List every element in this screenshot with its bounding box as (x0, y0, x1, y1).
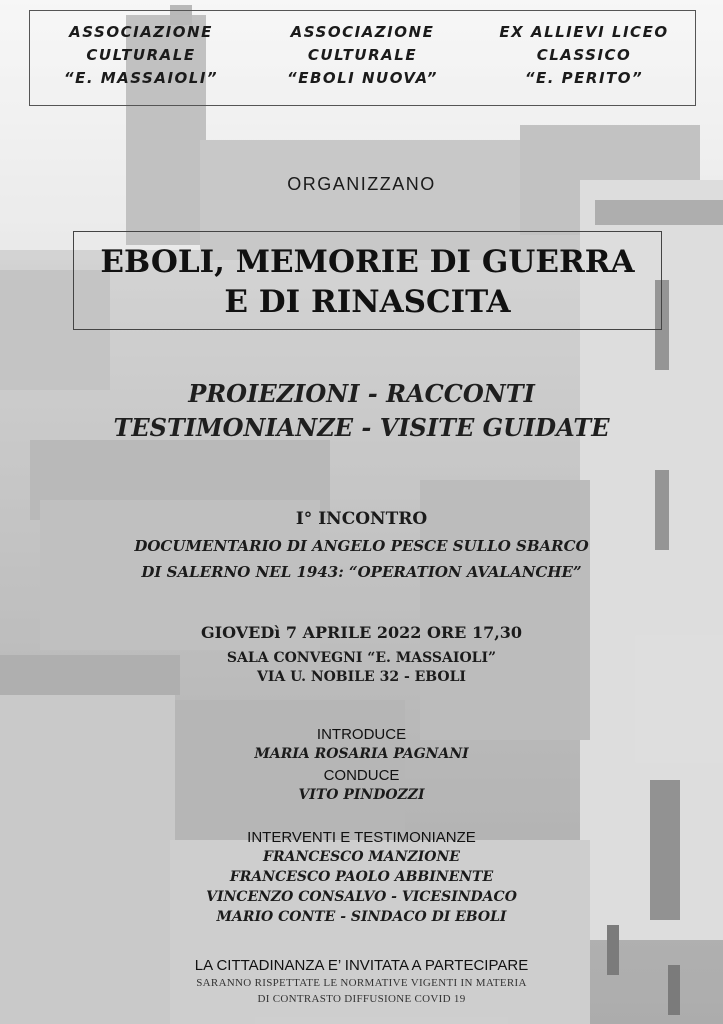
conduce-name: VITO PINDOZZI (298, 787, 425, 803)
introduce-name: MARIA ROSARIA PAGNANI (254, 746, 469, 762)
documentary-line2: DI SALERNO NEL 1943: “OPERATION AVALANCHE” (141, 563, 582, 581)
event-subtitle (0, 377, 723, 445)
covid-note-line1: SARANNO RISPETTATE LE NORMATIVE VIGENTI IN MATERIA (196, 977, 527, 989)
organizzano-label: ORGANIZZANO (287, 174, 436, 194)
invitation-text: LA CITTADINANZA E’ INVITATA A PARTECIPARE (194, 957, 529, 974)
event-address: VIA U. NOBILE 32 - EBOLI (257, 669, 466, 685)
meeting-number: I° INCONTRO (295, 509, 428, 529)
event-date: GIOVEDì 7 APRILE 2022 ORE 17,30 (200, 623, 523, 642)
event-venue: SALA CONVEGNI “E. MASSAIOLI” (226, 650, 497, 666)
documentary-line1: DOCUMENTARIO DI ANGELO PESCE SULLO SBARCO (134, 537, 589, 555)
event-title-line1: EBOLI, MEMORIE DI GUERRA (100, 244, 635, 280)
association-massaioli: ASSOCIAZIONE CULTURALE “E. MASSAIOLI” (63, 23, 219, 87)
association-ex-allievi: EX ALLIEVI LICEO CLASSICO “E. PERITO” (499, 23, 669, 87)
association-eboli-nuova: ASSOCIAZIONE CULTURALE “EBOLI NUOVA” (287, 23, 438, 87)
organizers-box (29, 10, 696, 106)
event-title (73, 231, 662, 330)
subtitle-line2: TESTIMONIANZE - VISITE GUIDATE (113, 413, 610, 442)
subtitle-line1: PROIEZIONI - RACCONTI (188, 379, 535, 408)
speaker-item: FRANCESCO MANZIONE (263, 849, 460, 865)
event-title-line2: E DI RINASCITA (224, 284, 511, 320)
speaker-item: MARIO CONTE - SINDACO DI EBOLI (216, 909, 507, 925)
introduce-label: INTRODUCE (316, 726, 407, 743)
speaker-item: VINCENZO CONSALVO - VICESINDACO (206, 889, 517, 905)
speaker-item: FRANCESCO PAOLO ABBINENTE (229, 869, 494, 885)
conduce-label: CONDUCE (323, 767, 400, 784)
interventi-label: INTERVENTI E TESTIMONIANZE (247, 829, 476, 846)
covid-note-line2: DI CONTRASTO DIFFUSIONE COVID 19 (257, 993, 466, 1005)
